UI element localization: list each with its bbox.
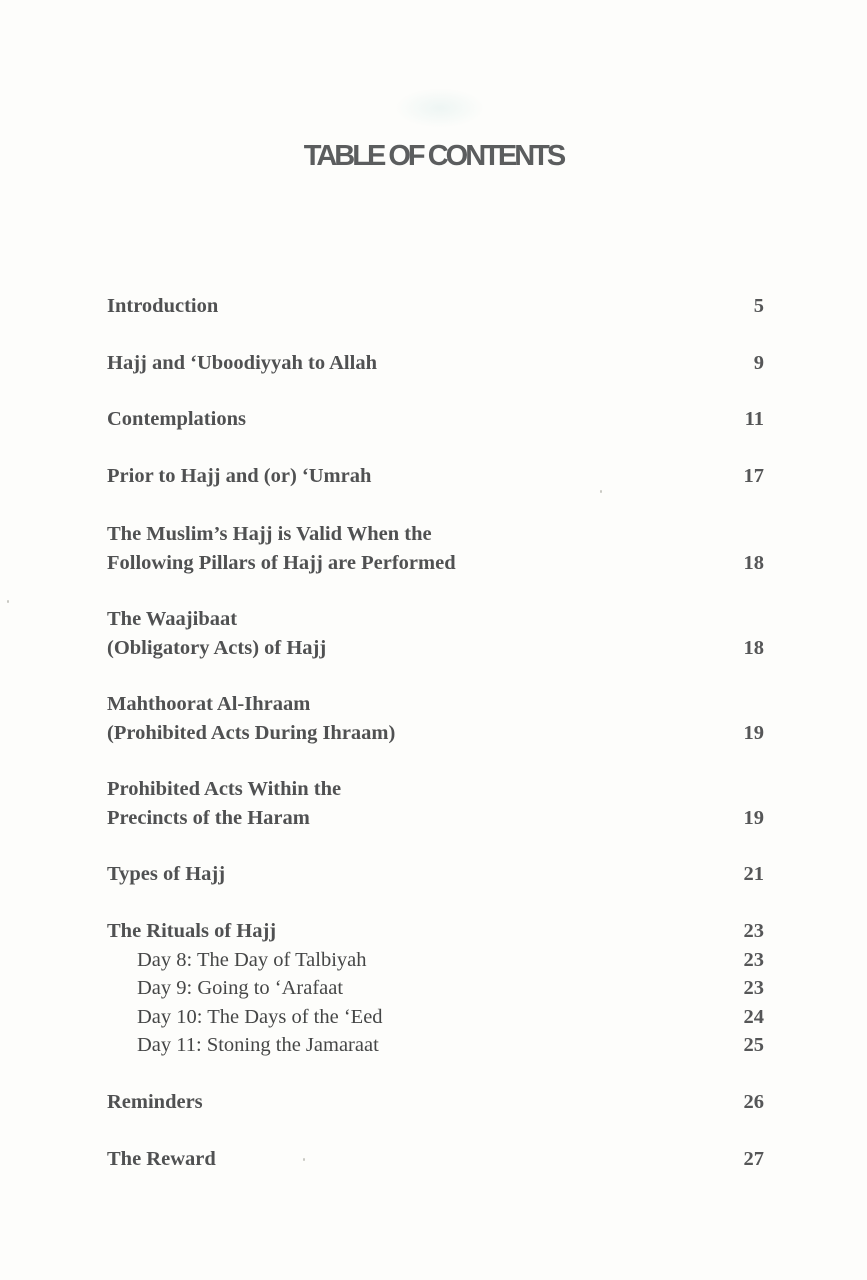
toc-subentry-label: Day 8: The Day of Talbiyah — [137, 949, 367, 971]
seal-emblem-icon — [395, 88, 485, 128]
toc-page-number: 19 — [743, 721, 764, 744]
scan-speck — [303, 1158, 305, 1161]
toc-page-number: 23 — [743, 920, 764, 942]
toc-entry-label: Types of Hajj — [107, 863, 226, 885]
toc-entry-label: The Muslim’s Hajj is Valid When the — [107, 523, 432, 545]
toc-page-number: 18 — [743, 636, 764, 659]
toc-entry-types-of-hajj[interactable] — [107, 860, 764, 889]
toc-entry-label: Prior to Hajj and (or) ‘Umrah — [107, 465, 372, 487]
toc-page-number: 25 — [743, 1034, 764, 1056]
toc-entry-introduction[interactable] — [107, 292, 764, 321]
toc-subentry-label: Day 10: The Days of the ‘Eed — [137, 1006, 383, 1028]
toc-entry-label: Reminders — [107, 1091, 203, 1113]
toc-entry-label: Following Pillars of Hajj are Performed — [107, 551, 456, 574]
toc-page-number: 24 — [743, 1006, 764, 1028]
toc-page-number: 5 — [753, 295, 764, 317]
toc-page-number: 11 — [744, 408, 764, 430]
toc-entry-label: (Obligatory Acts) of Hajj — [107, 636, 327, 659]
toc-entry-precincts-haram[interactable] — [107, 775, 764, 832]
toc-page-number: 19 — [743, 806, 764, 829]
toc-entry-label: Hajj and ‘Uboodiyyah to Allah — [107, 352, 377, 374]
toc-entry-label: Prohibited Acts Within the — [107, 778, 342, 800]
toc-entry-rituals-of-hajj[interactable] — [107, 917, 764, 946]
toc-subentry-label: Day 9: Going to ‘Arafaat — [137, 977, 344, 999]
toc-subentry-day-8[interactable] — [137, 946, 764, 975]
toc-page-number: 23 — [743, 977, 764, 999]
toc-entry-label: The Reward — [107, 1148, 216, 1170]
toc-subentry-day-10[interactable] — [137, 1003, 764, 1032]
toc-entry-waajibaat[interactable] — [107, 605, 764, 662]
scan-speck — [600, 490, 602, 493]
toc-entry-reminders[interactable] — [107, 1088, 764, 1117]
toc-page-number: 9 — [753, 352, 764, 374]
toc-entry-uboodiyyah[interactable] — [107, 349, 764, 378]
toc-entry-label: Mahthoorat Al-Ihraam — [107, 693, 311, 715]
toc-subentry-day-11[interactable] — [137, 1031, 764, 1060]
scan-speck — [7, 600, 9, 603]
toc-subentry-label: Day 11: Stoning the Jamaraat — [137, 1034, 379, 1056]
toc-page-number: 23 — [743, 949, 764, 971]
toc-entry-label: The Waajibaat — [107, 608, 238, 630]
toc-page-number: 17 — [743, 465, 764, 487]
toc-page-number: 27 — [743, 1148, 764, 1170]
toc-entry-label: (Prohibited Acts During Ihraam) — [107, 721, 396, 744]
toc-entry-label: The Rituals of Hajj — [107, 920, 277, 942]
toc-entry-pillars-of-hajj[interactable] — [107, 520, 764, 577]
toc-entry-label: Contemplations — [107, 408, 246, 430]
page-title: TABLE OF CONTENTS — [303, 140, 564, 172]
toc-entry-label: Precincts of the Haram — [107, 806, 310, 829]
toc-page-number: 21 — [743, 863, 764, 885]
toc-entry-contemplations[interactable] — [107, 405, 764, 434]
toc-page-number: 18 — [743, 551, 764, 574]
toc-entry-the-reward[interactable] — [107, 1145, 764, 1174]
toc-entry-prior-to-hajj[interactable] — [107, 462, 764, 491]
toc-page-number: 26 — [743, 1091, 764, 1113]
toc-entry-mahthoorat[interactable] — [107, 690, 764, 747]
toc-entry-label: Introduction — [107, 295, 219, 317]
toc-subentry-day-9[interactable] — [137, 974, 764, 1003]
